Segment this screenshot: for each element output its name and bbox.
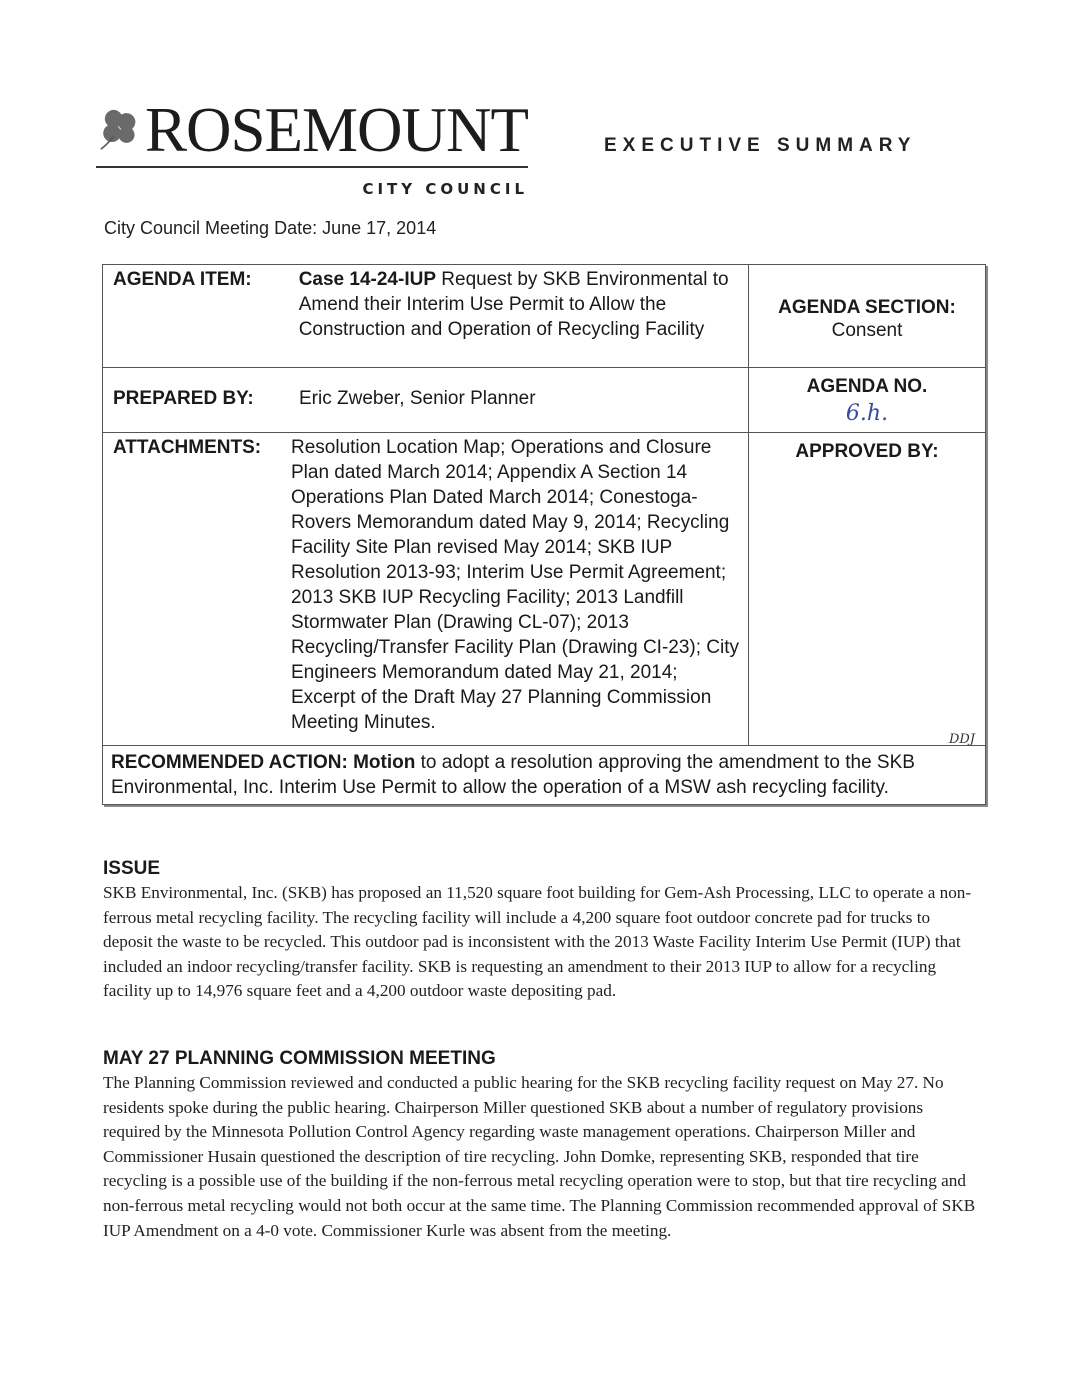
attachments-cell (103, 433, 749, 745)
approved-by-cell (749, 433, 985, 745)
approved-by-label: APPROVED BY: (795, 441, 939, 462)
meeting-date-line (104, 218, 436, 239)
agenda-no-label: AGENDA NO. (806, 376, 928, 397)
recommended-action-label: RECOMMENDED ACTION: (111, 752, 348, 773)
rosemount-logo (96, 95, 528, 198)
logo-subtitle: CITY COUNCIL (362, 180, 528, 198)
agenda-item-value (299, 267, 748, 363)
agenda-section-cell (749, 265, 985, 367)
issue-body: SKB Environmental, Inc. (SKB) has proposed an 11,520 square foot building for Gem-Ash Processing, LLC to operate a non-ferrous metal recycling facility. The recycling facility will include a 4,200 square foot outdoor concrete pad for trucks to deposit the waste to be recycled. This outdoor pad is inconsistent with the 2013 Waste Facility Interim Use Permit (IUP) that included an indoor recycling/transfer facility. SKB is requesting an amendment to their 2013 IUP to allow for a recycling facility up to 14,976 square feet and a 4,200 outdoor waste depositing pad. (103, 883, 972, 1001)
logo-divider (96, 166, 528, 168)
attachments-value: Resolution Location Map; Operations and Closure Plan dated March 2014; Appendix A Section 14 Operations Plan Dated March 2014; Conestoga-Rovers Memorandum dated May 9, 2014; Recycling Facility Site Plan revised May 2014; SKB IUP Resolution 2013-93; Interim Use Permit Agreement; 2013 SKB IUP Recycling Facility; 2013 Landfill Stormwater Plan (Drawing CL-07); 2013 Recycling/Transfer Facility Plan (Drawing CI-23); City Engineers Memorandum dated May 21, 2014; Excerpt of the Draft May 27 Planning Commission Meeting Minutes. (291, 437, 740, 733)
prepared-by-row (103, 368, 985, 433)
recommended-action-motion: Motion (353, 752, 416, 773)
agenda-no-cell (749, 368, 985, 432)
prepared-by-cell (103, 368, 749, 432)
attachments-label: ATTACHMENTS: (113, 437, 262, 458)
meeting-date: June 17, 2014 (322, 218, 437, 238)
agenda-item-cell (103, 265, 749, 367)
recommended-action-text: to adopt a resolution approving the amendment to the SKB Environmental, Inc. Interim Use Permit to allow the operation of a MSW ash recycling facility. (111, 752, 915, 798)
agenda-section-value: Consent (831, 320, 903, 341)
agenda-section-label: AGENDA SECTION: (778, 297, 956, 318)
logo-name: ROSEMOUNT (144, 95, 528, 165)
summary-table (102, 264, 986, 805)
shamrock-icon (96, 102, 141, 158)
case-number: Case 14-24-IUP (298, 269, 436, 290)
document-type-title: EXECUTIVE SUMMARY (604, 135, 917, 156)
meeting-date-label: City Council Meeting Date: (104, 218, 318, 238)
planning-meeting-body: The Planning Commission reviewed and conducted a public hearing for the SKB recycling facility request on May 27. No residents spoke during the public hearing. Chairperson Miller questioned SKB about a number of regulatory provisions required by the Minnesota Pollution Control Agency regarding waste management operations. Chairperson Miller and Commissioner Husain questioned the description of tire recycling. John Domke, representing SKB, responded that tire recycling is a possible use of the building if the non-ferrous metal recycling operation were to stop, but that tire recycling and non-ferrous metal recycling would not both occur at the same time. The Planning Commission recommended approval of SKB IUP Amendment on a 4-0 vote. Commissioner Kurle was absent from the meeting. (103, 1073, 976, 1240)
agenda-item-text: Request by SKB Environmental to Amend their Interim Use Permit to Allow the Construction and Operation of Recycling Facility (298, 269, 729, 340)
prepared-by-label: PREPARED BY: (113, 388, 254, 409)
agenda-no-value: 6.h. (845, 401, 889, 426)
planning-meeting-heading: MAY 27 PLANNING COMMISSION MEETING (103, 1048, 496, 1069)
agenda-item-row (103, 265, 985, 368)
issue-heading: ISSUE (103, 858, 161, 879)
recommended-action (103, 746, 985, 804)
prepared-by-value: Eric Zweber, Senior Planner (299, 388, 536, 409)
attachments-row (103, 433, 985, 746)
agenda-item-label: AGENDA ITEM: (113, 269, 252, 290)
approved-by-initials: DDJ (948, 732, 975, 747)
